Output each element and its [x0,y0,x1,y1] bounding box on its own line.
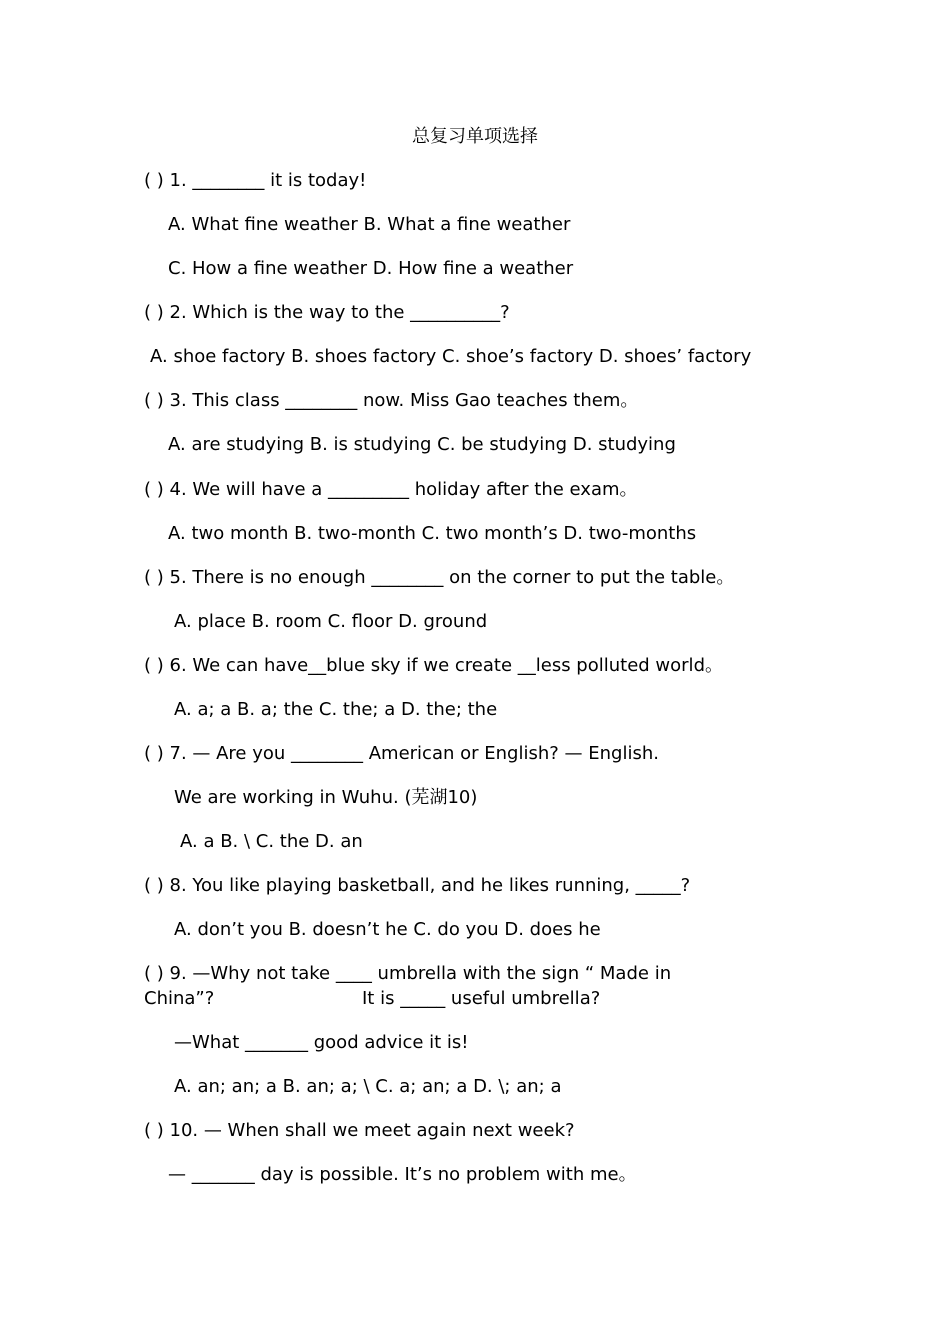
question-9-options: A. an; an; a B. an; a; \ C. a; an; a D. \; an; a [174,1076,562,1097]
question-3-options: A. are studying B. is studying C. be studying D. studying [168,434,676,455]
question-4: ( ) 4. We will have a _________ holiday after the exam。 [144,479,638,500]
question-5-options: A. place B. room C. floor D. ground [174,611,488,632]
question-3: ( ) 3. This class ________ now. Miss Gao teaches them。 [144,390,639,411]
question-5: ( ) 5. There is no enough ________ on the corner to put the table。 [144,567,735,588]
question-10: ( ) 10. — When shall we meet again next week? [144,1120,575,1141]
question-9-continuation: China”? [144,988,215,1009]
question-8-options: A. don’t you B. doesn’t he C. do you D. does he [174,919,601,940]
question-9: ( ) 9. —Why not take ____ umbrella with the sign “ Made in [144,963,672,984]
question-1-options-ab: A. What fine weather B. What a fine weather [168,214,571,235]
question-1: ( ) 1. ________ it is today! [144,170,367,191]
question-2-options: A. shoe factory B. shoes factory C. shoe’s factory D. shoes’ factory [150,346,752,367]
question-9-reply: —What _______ good advice it is! [174,1032,469,1053]
question-7: ( ) 7. — Are you ________ American or English? — English. [144,743,659,764]
question-6: ( ) 6. We can have__blue sky if we create __less polluted world。 [144,655,723,676]
question-2: ( ) 2. Which is the way to the __________? [144,302,510,323]
page-title: 总复习单项选择 [412,126,538,147]
question-8: ( ) 8. You like playing basketball, and he likes running, _____? [144,875,691,896]
question-10-reply: — _______ day is possible. It’s no problem with me。 [168,1164,637,1185]
question-1-options-cd: C. How a fine weather D. How fine a weather [168,258,574,279]
question-9-second-sentence: It is _____ useful umbrella? [362,988,601,1009]
question-4-options: A. two month B. two-month C. two month’s D. two-months [168,523,697,544]
question-6-options: A. a; a B. a; the C. the; a D. the; the [174,699,498,720]
question-7-options: A. a B. \ C. the D. an [180,831,363,852]
question-7-continuation: We are working in Wuhu. (芜湖10) [174,787,478,808]
